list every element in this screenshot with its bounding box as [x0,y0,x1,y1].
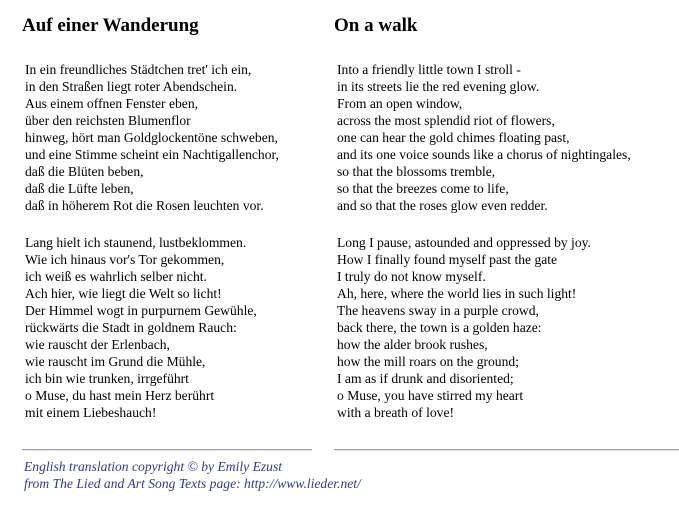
poem-line: Der Himmel wogt in purpurnem Gewühle, [25,303,257,318]
poem-line: Aus einem offnen Fenster eben, [25,96,199,111]
poem-line: so that the blossoms tremble, [337,164,496,179]
poem-line: with a breath of love! [337,405,455,420]
poem-line: mit einem Liebeshauch! [25,405,157,420]
english-stanza-2 [337,234,591,421]
poem-line: so that the breezes come to life, [337,181,509,196]
poem-line: rückwärts die Stadt in goldnem Rauch: [25,320,237,335]
poem-line: and so that the roses glow even redder. [337,198,548,213]
poem-line: wie rauscht der Erlenbach, [25,337,170,352]
poem-line: in its streets lie the red evening glow. [337,79,540,94]
poem-line: across the most splendid riot of flowers, [337,113,555,128]
divider-right [334,449,679,451]
poem-line: how the mill roars on the ground; [337,354,519,369]
poem-line: Into a friendly little town I stroll - [337,62,521,77]
poem-line: Long I pause, astounded and oppressed by joy. [337,235,591,250]
poem-line: in den Straßen liegt roter Abendschein. [25,79,238,94]
poem-line: ich weiß es wahrlich selber nicht. [25,269,207,284]
poem-line: ich bin wie trunken, irrgeführt [25,371,189,386]
poem-line: From an open window, [337,96,463,111]
poem-line: wie rauscht im Grund die Mühle, [25,354,206,369]
german-stanza-2 [25,234,257,421]
poem-line: daß in höherem Rot die Rosen leuchten vor. [25,198,264,213]
source-link[interactable]: from The Lied and Art Song Texts page: http://www.lieder.net/ [24,476,361,491]
poem-line: o Muse, du hast mein Herz berührt [25,388,215,403]
poem-line: how the alder brook rushes, [337,337,488,352]
poem-line: über den reichsten Blumenflor [25,113,191,128]
poem-line: How I finally found myself past the gate [337,252,558,267]
poem-line: o Muse, you have stirred my heart [337,388,524,403]
poem-line: In ein freundliches Städtchen tret' ich ein, [25,62,252,77]
poem-line: and its one voice sounds like a chorus of nightingales, [337,147,631,162]
english-stanza-1 [337,61,631,214]
poem-line: Wie ich hinaus vor's Tor gekommen, [25,252,225,267]
german-stanza-1 [25,61,279,214]
poem-line: hinweg, hört man Goldglockentöne schweben, [25,130,278,145]
german-title: Auf einer Wanderung [22,15,199,36]
poem-line: und eine Stimme scheint ein Nachtigallenchor, [25,147,279,162]
credits [24,458,361,492]
english-title: On a walk [334,15,418,36]
poem-line: The heavens sway in a purple crowd, [337,303,539,318]
poem-line: Ach hier, wie liegt die Welt so licht! [25,286,222,301]
poem-line: I am as if drunk and disoriented; [337,371,514,386]
poem-line: back there, the town is a golden haze: [337,320,542,335]
poem-line: daß die Lüfte leben, [25,181,134,196]
divider-left [22,449,312,451]
poem-line: Ah, here, where the world lies in such light! [337,286,577,301]
translation-copyright: English translation copyright © by Emily Ezust [24,459,283,474]
poem-line: I truly do not know myself. [337,269,486,284]
poem-line: one can hear the gold chimes floating past, [337,130,570,145]
poem-line: Lang hielt ich staunend, lustbeklommen. [25,235,247,250]
poem-line: daß die Blüten beben, [25,164,144,179]
